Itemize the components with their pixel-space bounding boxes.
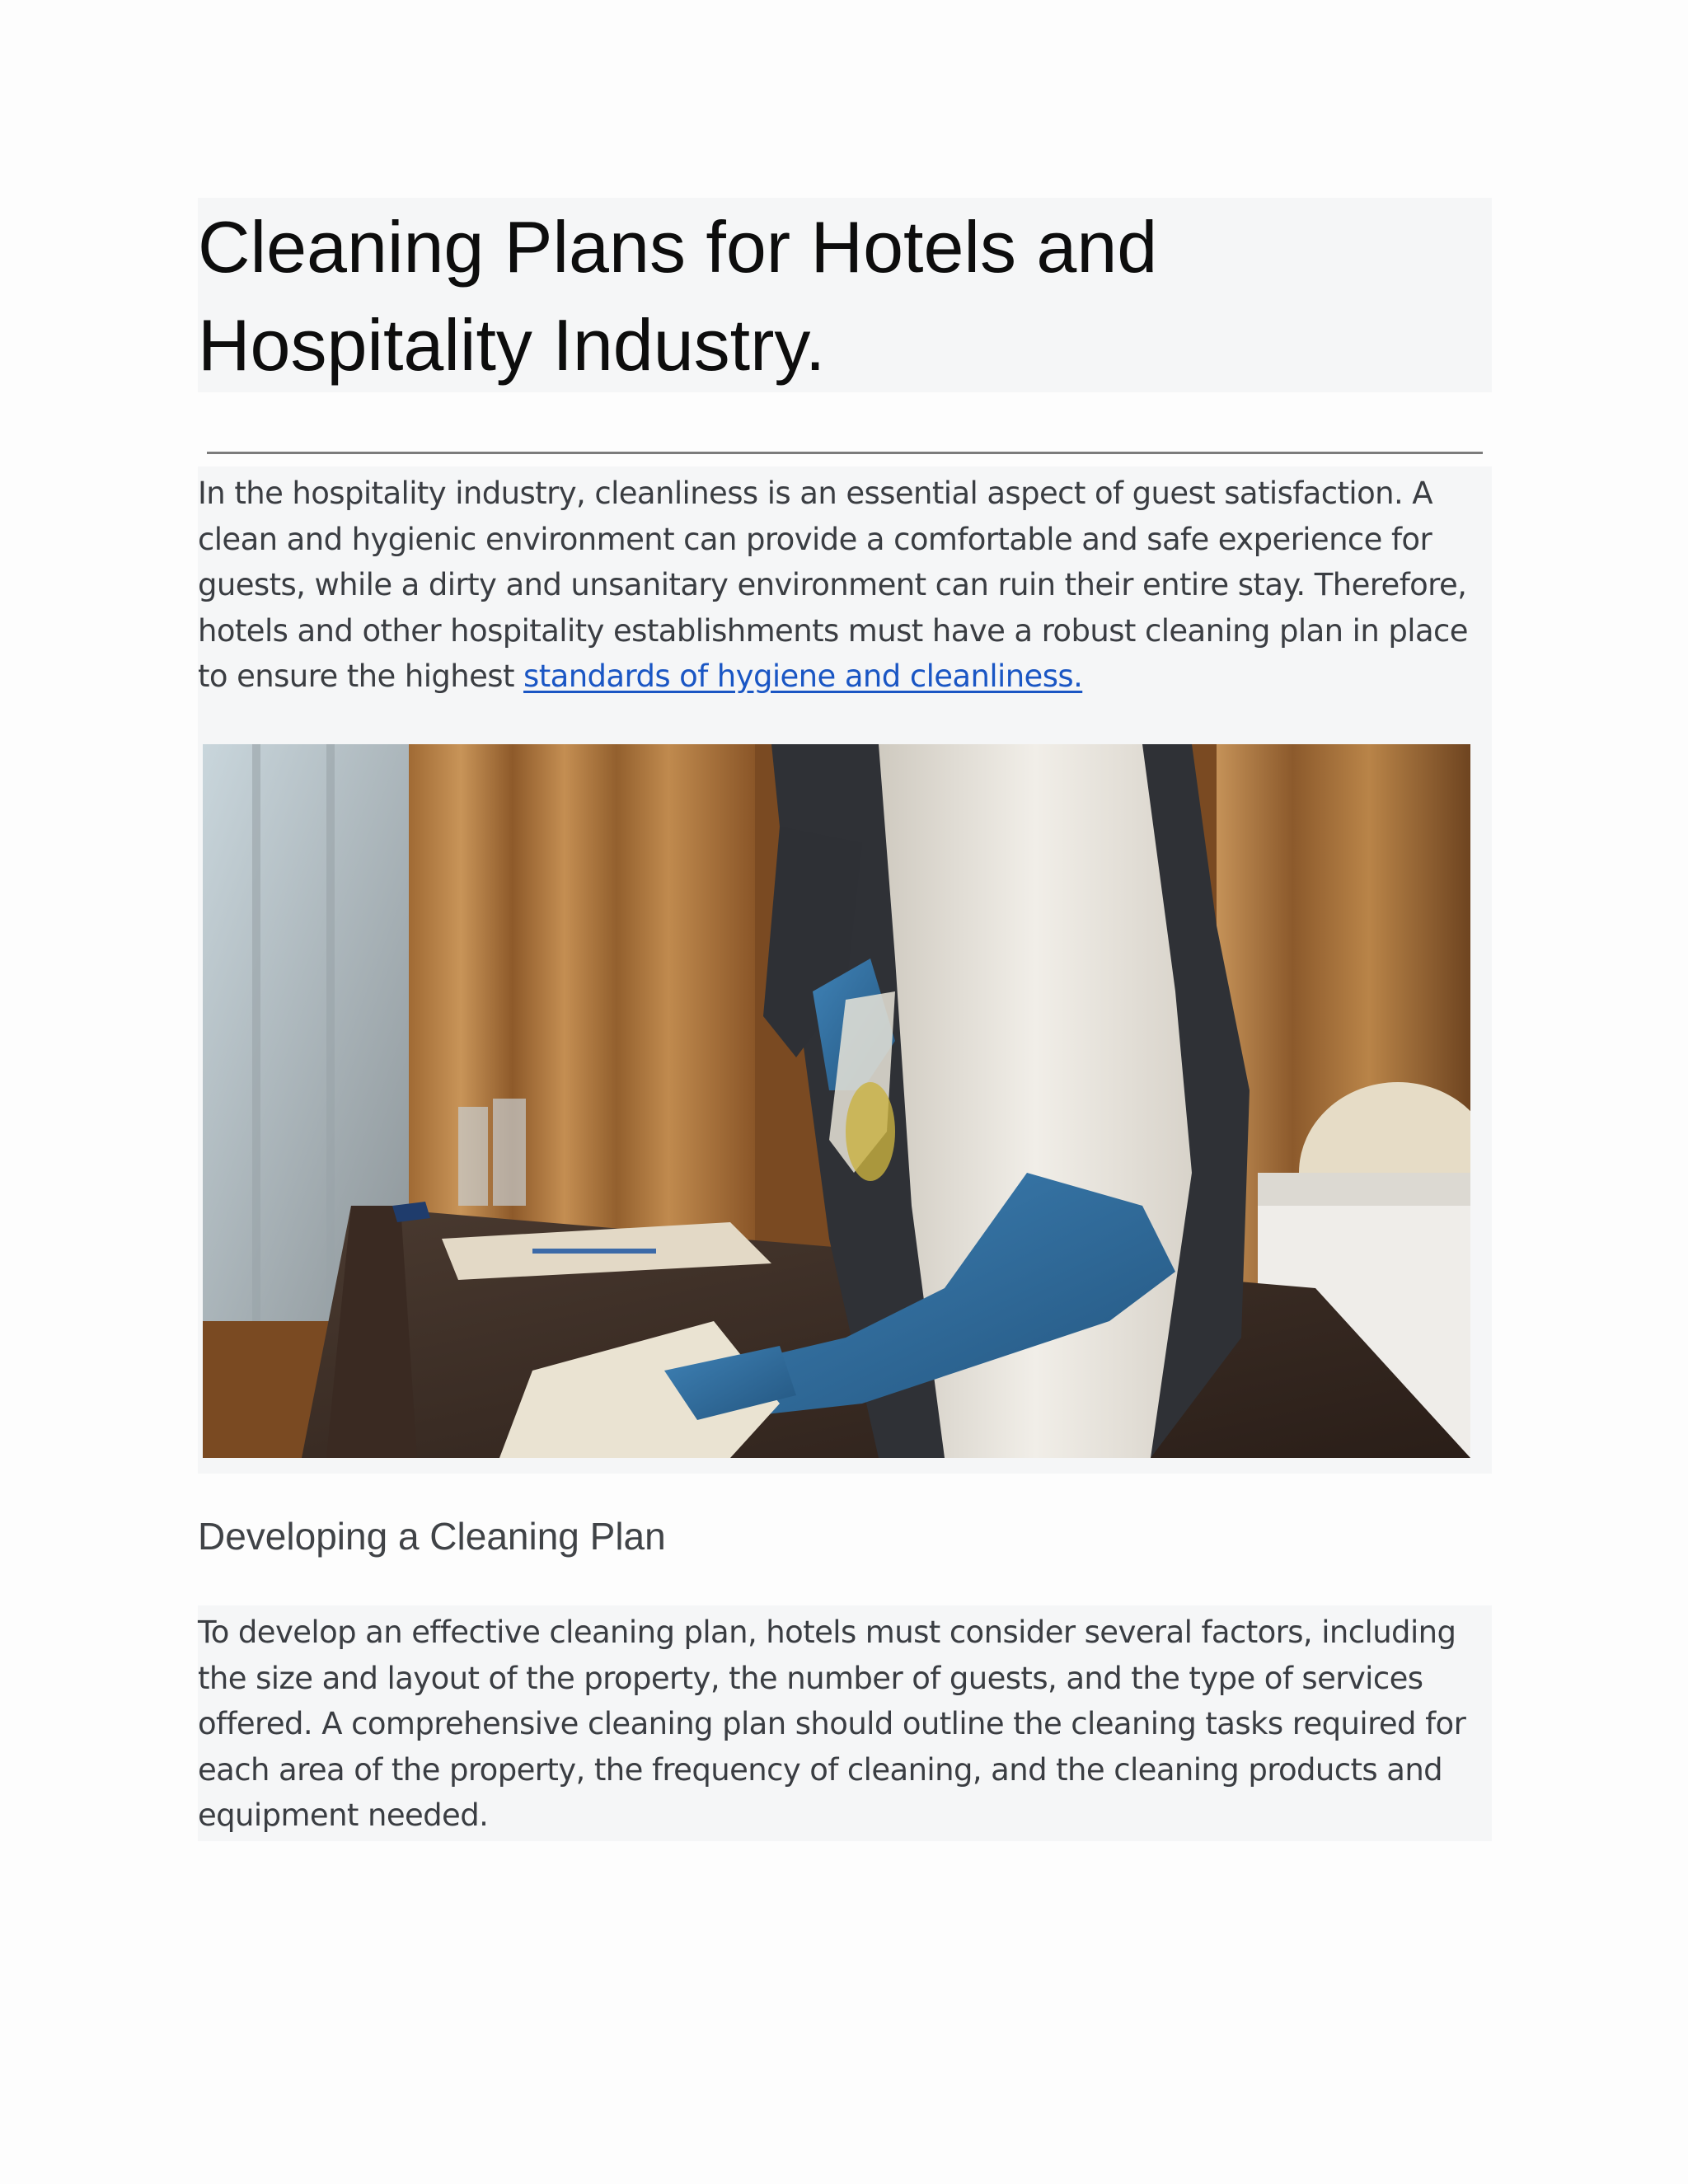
intro-block: [198, 466, 1492, 1474]
intro-paragraph: [198, 471, 1496, 700]
section-paragraph-block: [198, 1605, 1492, 1841]
intro-text: In the hospitality industry, cleanliness is an essential aspect of guest satisfaction. A clean and hygienic environment can provide a comfortable and safe experience for guests, while a dirty and unsanitary environment can ruin their entire stay. Therefore, hotels and other hospitality establishments must have a robust cleaning plan in place to ensure the highest: [198, 476, 1468, 694]
section-heading: Developing a Cleaning Plan: [198, 1515, 666, 1558]
title-block: [198, 198, 1492, 392]
hygiene-standards-link[interactable]: standards of hygiene and cleanliness.: [523, 658, 1083, 694]
page-title: Cleaning Plans for Hotels and Hospitality Industry.: [198, 206, 1158, 386]
photo-illustration: [203, 744, 1470, 1458]
section-paragraph: To develop an effective cleaning plan, hotels must consider several factors, including the size and layout of the property, the number of guests, and the type of services offered. A comprehensive cleaning plan should outline the cleaning tasks required for each area of the property, the frequency of cleaning, and the cleaning products and equipment needed.: [198, 1615, 1466, 1833]
housekeeper-cleaning-photo: [203, 744, 1470, 1458]
horizontal-divider: [207, 452, 1483, 454]
